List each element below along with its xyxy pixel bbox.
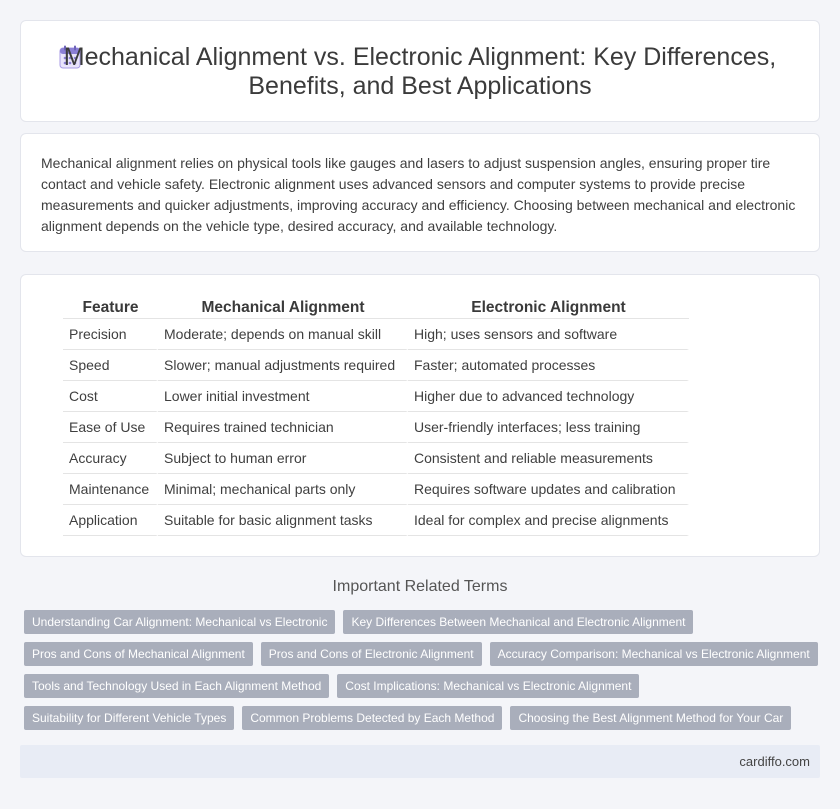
table-row bbox=[63, 443, 689, 474]
tag-row bbox=[24, 642, 824, 666]
footer-brand[interactable]: cardiffo.com bbox=[739, 754, 810, 769]
related-term-tag[interactable]: Tools and Technology Used in Each Alignment Method bbox=[24, 674, 329, 698]
table-header-row bbox=[63, 297, 689, 319]
mechanical-cell: Slower; manual adjustments required bbox=[158, 350, 408, 381]
related-term-tag[interactable]: Key Differences Between Mechanical and Electronic Alignment bbox=[343, 610, 693, 634]
related-term-tag[interactable]: Pros and Cons of Electronic Alignment bbox=[261, 642, 482, 666]
related-term-tag[interactable]: Common Problems Detected by Each Method bbox=[242, 706, 502, 730]
table-row bbox=[63, 412, 689, 443]
electronic-cell: High; uses sensors and software bbox=[408, 319, 689, 350]
table-row bbox=[63, 319, 689, 350]
mechanical-cell: Subject to human error bbox=[158, 443, 408, 474]
related-term-tag[interactable]: Pros and Cons of Mechanical Alignment bbox=[24, 642, 253, 666]
table-row bbox=[63, 381, 689, 412]
related-term-tag[interactable]: Cost Implications: Mechanical vs Electronic Alignment bbox=[337, 674, 639, 698]
related-term-tag[interactable]: Choosing the Best Alignment Method for Your Car bbox=[510, 706, 791, 730]
electronic-cell: User-friendly interfaces; less training bbox=[408, 412, 689, 443]
page-title: Mechanical Alignment vs. Electronic Alignment: Key Differences, Benefits, and Best Applications bbox=[63, 43, 777, 100]
table-row bbox=[63, 505, 689, 536]
table-row bbox=[63, 350, 689, 381]
footer bbox=[20, 745, 820, 778]
related-terms-tags bbox=[24, 610, 824, 738]
mechanical-cell: Requires trained technician bbox=[158, 412, 408, 443]
mechanical-cell: Suitable for basic alignment tasks bbox=[158, 505, 408, 536]
comparison-card bbox=[20, 274, 820, 557]
mechanical-cell: Lower initial investment bbox=[158, 381, 408, 412]
electronic-cell: Higher due to advanced technology bbox=[408, 381, 689, 412]
tag-row bbox=[24, 706, 824, 730]
feature-cell: Speed bbox=[63, 350, 158, 381]
header-mechanical: Mechanical Alignment bbox=[158, 297, 408, 319]
mechanical-cell: Moderate; depends on manual skill bbox=[158, 319, 408, 350]
electronic-cell: Requires software updates and calibration bbox=[408, 474, 689, 505]
intro-card bbox=[20, 133, 820, 252]
electronic-cell: Faster; automated processes bbox=[408, 350, 689, 381]
mechanical-cell: Minimal; mechanical parts only bbox=[158, 474, 408, 505]
electronic-cell: Ideal for complex and precise alignments bbox=[408, 505, 689, 536]
tag-row bbox=[24, 674, 824, 698]
electronic-cell: Consistent and reliable measurements bbox=[408, 443, 689, 474]
feature-cell: Cost bbox=[63, 381, 158, 412]
feature-cell: Accuracy bbox=[63, 443, 158, 474]
feature-cell: Ease of Use bbox=[63, 412, 158, 443]
related-term-tag[interactable]: Suitability for Different Vehicle Types bbox=[24, 706, 234, 730]
related-terms-heading: Important Related Terms bbox=[332, 578, 508, 595]
feature-cell: Precision bbox=[63, 319, 158, 350]
header-card bbox=[20, 20, 820, 122]
table-row bbox=[63, 474, 689, 505]
comparison-table bbox=[63, 297, 689, 536]
header-feature: Feature bbox=[63, 297, 158, 319]
related-term-tag[interactable]: Understanding Car Alignment: Mechanical vs Electronic bbox=[24, 610, 335, 634]
tag-row bbox=[24, 610, 824, 634]
feature-cell: Maintenance bbox=[63, 474, 158, 505]
related-term-tag[interactable]: Accuracy Comparison: Mechanical vs Electronic Alignment bbox=[490, 642, 818, 666]
header-electronic: Electronic Alignment bbox=[408, 297, 689, 319]
feature-cell: Application bbox=[63, 505, 158, 536]
intro-text: Mechanical alignment relies on physical tools like gauges and lasers to adjust suspension angles, ensuring proper tire contact and vehicle safety. Electronic alignment uses advanced sensors and computer systems to provide precise measurements and quicker adjustments, improving accuracy and efficiency. Choosing between mechanical and electronic alignment depends on the vehicle type, desired accuracy, and available technology. bbox=[41, 155, 796, 234]
